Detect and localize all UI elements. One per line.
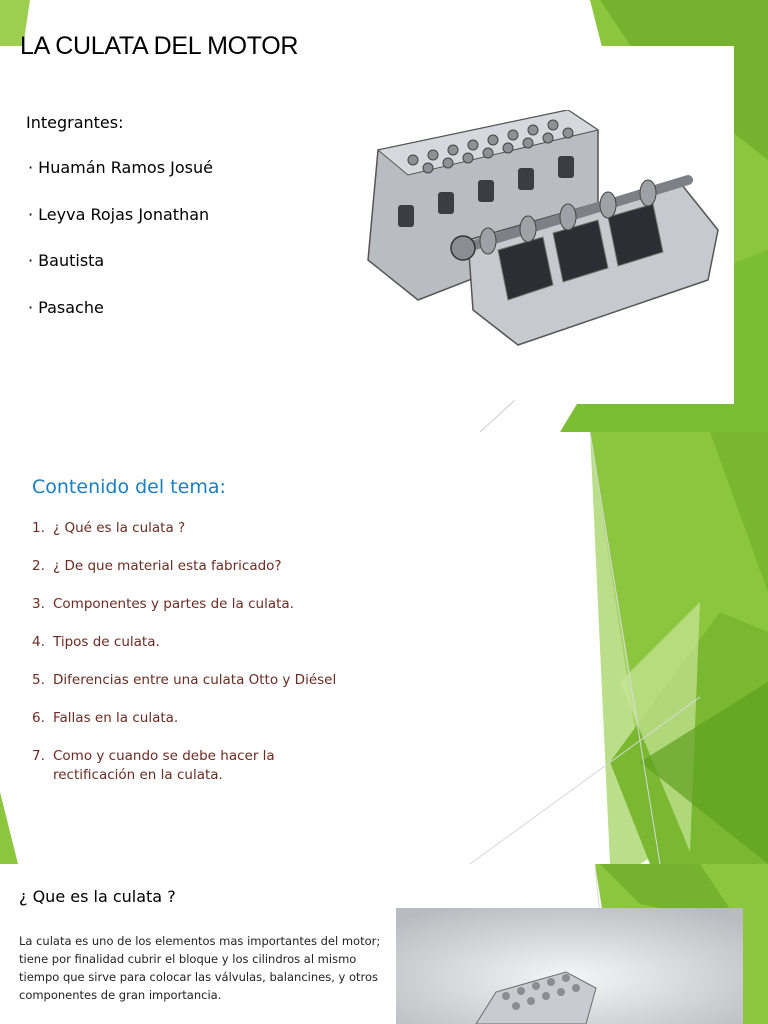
member-item: · Leyva Rojas Jonathan <box>28 204 210 224</box>
contents-item: 6. Fallas en la culata. <box>32 710 179 726</box>
member-item: · Huamán Ramos Josué <box>28 158 213 177</box>
contents-item: 2. ¿ De que material esta fabricado? <box>32 558 282 574</box>
contents-list <box>32 519 352 804</box>
contents-heading: Contenido del tema: <box>32 476 226 498</box>
contents-item: 7. Como y cuando se debe hacer la rectificación en la culata. <box>32 748 275 783</box>
slide-title <box>0 0 768 432</box>
member-item: · Bautista <box>28 251 105 270</box>
cylinder-head-image <box>358 110 722 350</box>
slide-definition <box>0 864 768 1024</box>
member-item: · Pasache <box>28 297 104 317</box>
slide-title-heading: LA CULATA DEL MOTOR <box>20 32 299 60</box>
contents-item: 5. Diferencias entre una culata Otto y Diésel <box>32 672 337 688</box>
contents-item: 4. Tipos de culata. <box>32 634 160 650</box>
members-list <box>28 158 213 344</box>
definition-heading: ¿ Que es la culata ? <box>19 887 176 906</box>
definition-text: La culata es uno de los elementos mas importantes del motor; tiene por finalidad cubrir el bloque y los cilindros al mismo tiempo que sirve para colocar las válvulas, balancines, y otros componentes de gran importancia. <box>19 934 381 1002</box>
contents-item: 1. ¿ Qué es la culata ? <box>32 520 186 536</box>
cylinder-head-photo <box>396 908 743 1024</box>
members-label: Integrantes: <box>26 113 124 132</box>
contents-item: 3. Componentes y partes de la culata. <box>32 596 294 612</box>
slide-contents <box>0 432 768 864</box>
